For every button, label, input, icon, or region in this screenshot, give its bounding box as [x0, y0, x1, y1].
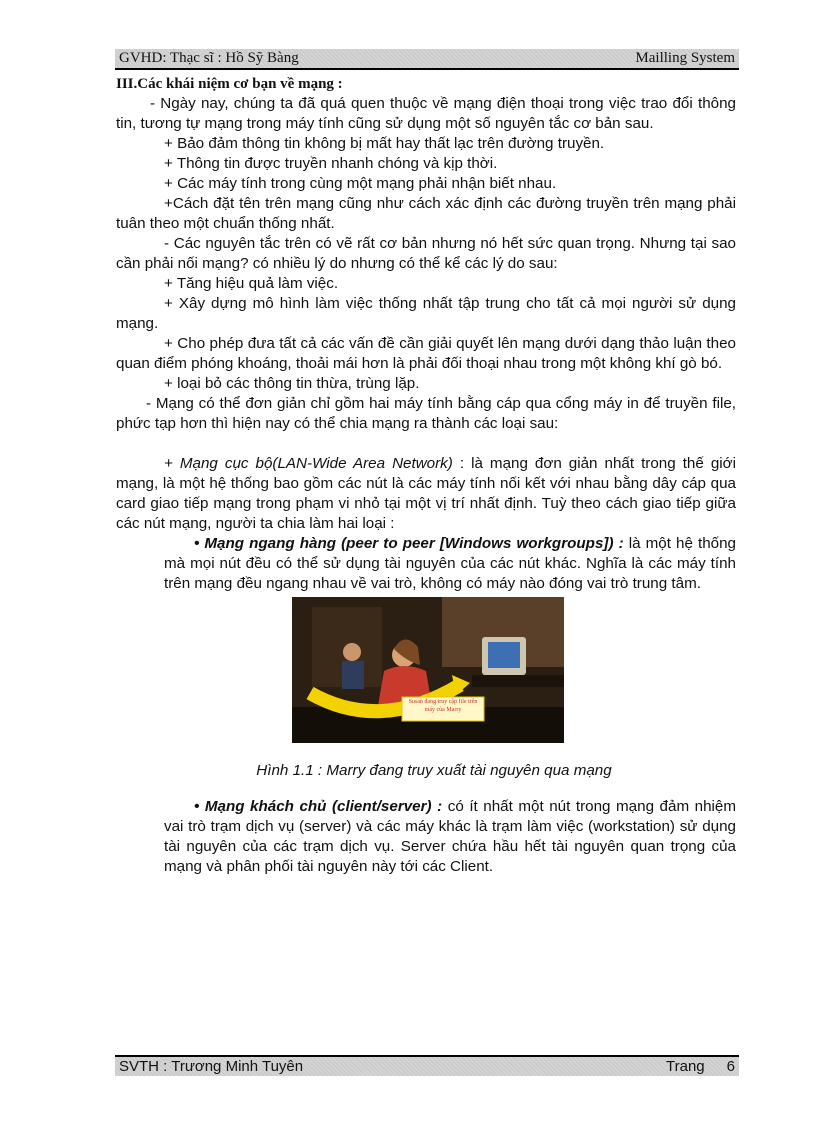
page-header	[115, 49, 739, 68]
spacer	[116, 434, 736, 454]
section-title: III.Các khái niệm cơ bạn về mạng :	[116, 76, 343, 92]
paragraph: + Bảo đảm thông tin không bị mất hay thất lạc trên đường truyền.	[164, 135, 605, 152]
header-left: GVHD: Thạc sĩ : Hồ Sỹ Bàng	[119, 50, 299, 66]
page-body	[116, 74, 736, 877]
paragraph: + Tăng hiệu quả làm việc.	[164, 275, 339, 292]
paragraph: - Các nguyên tắc trên có vẽ rất cơ bản nhưng nó hết sức quan trọng. Nhưng tại sao cần phải nối mạng? có nhiều lý do nhưng có thể kể các lý do sau:	[116, 235, 736, 272]
header-rule	[115, 68, 739, 70]
office-photo-illustration	[292, 597, 564, 743]
lan-text: : là mạng đơn giản nhất trong thế giới mạng, là một hệ thống bao gồm các nút là các máy tính nối kết với nhau bằng dây cáp qua card giao tiếp mạng trong phạm vi nhỏ tại một vị trí nhất định. Tuỳ theo cách giao tiếp giữa các nút mạng, người ta chia làm hai loại :	[116, 455, 736, 532]
page-footer	[115, 1057, 739, 1076]
cs-paragraph	[116, 797, 736, 877]
paragraph: - Ngày nay, chúng ta đã quá quen thuộc về mạng điện thoại trong việc trao đổi thông tin, tương tự mạng trong máy tính cũng sử dụng một số nguyên tắc cơ bản sau.	[116, 95, 736, 132]
p2p-term: • Mạng ngang hàng (peer to peer [Windows workgroups]) :	[194, 535, 624, 552]
paragraph: +Cách đặt tên trên mạng cũng như cách xác định các đường truyền trên mạng phải tuân theo một chuẩn thống nhất.	[116, 195, 736, 232]
footer-page	[666, 1058, 735, 1075]
office-photo	[292, 597, 564, 743]
figure-caption: Hình 1.1 : Marry đang truy xuất tài nguyên qua mạng	[256, 762, 612, 779]
paragraph: + Cho phép đưa tất cả các vấn đề cần giải quyết lên mạng dưới dạng thảo luận theo quan điểm phóng khoáng, thoải mái hơn là phải đối thoại nhau trong một không khí gò bó.	[116, 335, 736, 372]
paragraph: + Thông tin được truyền nhanh chóng và kịp thời.	[164, 155, 498, 172]
footer-left: SVTH : Trương Minh Tuyên	[119, 1058, 304, 1075]
page-number: 6	[726, 1058, 735, 1075]
paragraph: + Xây dựng mô hình làm việc thống nhất tập trung cho tất cả mọi người sử dụng mạng.	[116, 295, 736, 332]
page-label: Trang	[666, 1058, 705, 1075]
header-right: Mailling System	[635, 50, 735, 66]
cs-term: • Mạng khách chủ (client/server) :	[194, 798, 443, 815]
paragraph: - Mạng có thể đơn giản chỉ gồm hai máy tính bằng cáp qua cổng máy in để truyền file, phức tạp hơn thì hiện nay có thể chia mạng ra thành các loại sau:	[116, 395, 736, 432]
cs-text: có ít nhất một nút trong mạng đảm nhiệm vai trò trạm dịch vụ (server) và các máy khác là trạm làm việc (workstation) sử dụng tài nguyên của các trạm dịch vụ. Server chứa hầu hết tài nguyên quan trọng của mạng và phân phối tài nguyên này tới các Client.	[164, 798, 736, 875]
lan-term: + Mạng cục bộ(LAN-Wide Area Network)	[164, 455, 453, 472]
p2p-text: là một hệ thống mà mọi nút đều có thể sử dụng tài nguyên của các nút khác. Nghĩa là các máy tính trên mạng đều ngang nhau về vai trò, không có máy nào đóng vai trò trung tâm.	[164, 535, 736, 592]
lan-paragraph	[116, 454, 736, 534]
paragraph: + Các máy tính trong cùng một mạng phải nhận biết nhau.	[164, 175, 557, 192]
p2p-paragraph	[116, 534, 736, 594]
photo-overlay-text: Susan đang truy cập file trên máy của Marry	[408, 699, 478, 713]
paragraph: + loại bỏ các thông tin thừa, trùng lặp.	[164, 375, 420, 392]
